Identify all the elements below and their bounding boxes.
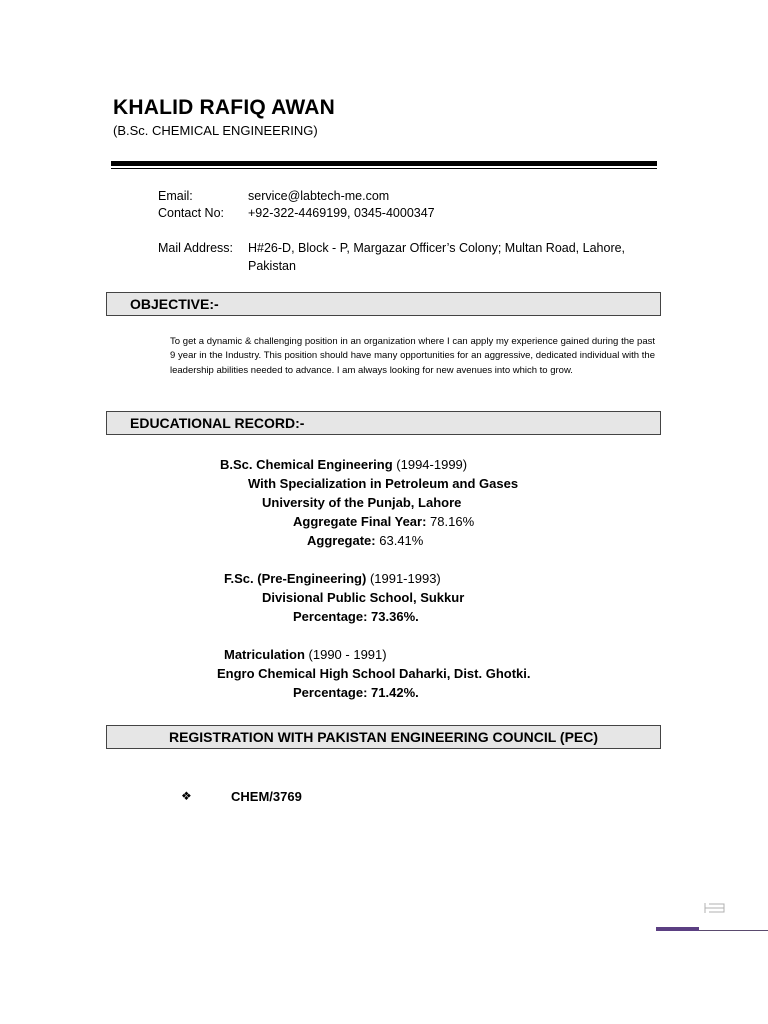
bsc-institution: University of the Punjab, Lahore: [262, 495, 462, 510]
bsc-specialization: With Specialization in Petroleum and Gases: [248, 476, 519, 491]
email-value: service@labtech-me.com: [248, 189, 390, 203]
fsc-years: (1991-1993): [369, 571, 441, 586]
address-line-1: H#26-D, Block - P, Margazar Officer’s Colony; Multan Road, Lahore,: [248, 241, 626, 255]
matric-line: [224, 646, 387, 664]
header-divider-thin: [111, 168, 657, 169]
bsc-aggregate-label: Aggregate:: [307, 533, 376, 548]
bsc-aggregate-value: 63.41%: [379, 533, 424, 548]
fsc-percentage: [293, 608, 419, 626]
bsc-final-value: 78.16%: [430, 514, 475, 529]
pec-registration-number: CHEM/3769: [231, 789, 302, 804]
candidate-name: KHALID RAFIQ AWAN: [113, 96, 335, 119]
footer-accent-bar: [656, 927, 699, 931]
matric-years: (1990 - 1991): [308, 647, 387, 662]
objective-section-header: [106, 292, 661, 316]
phone-label: Contact No:: [158, 206, 225, 220]
header-divider-thick: [111, 161, 657, 166]
education-section-header: [106, 411, 661, 435]
bsc-final-year: [293, 513, 474, 531]
matric-title: Matriculation: [224, 647, 305, 662]
bsc-final-label: Aggregate Final Year:: [293, 514, 427, 529]
registration-section-header: [106, 725, 661, 749]
bsc-aggregate: [307, 532, 423, 550]
matric-pct-label: Percentage:: [293, 685, 368, 700]
phone-value: +92-322-4469199, 0345-4000347: [248, 206, 435, 220]
registration-heading: REGISTRATION WITH PAKISTAN ENGINEERING COUNCIL (PEC): [168, 729, 599, 745]
fsc-line: [224, 570, 441, 588]
objective-heading: OBJECTIVE:-: [130, 296, 219, 312]
address-label: Mail Address:: [158, 241, 234, 255]
bsc-title: B.Sc. Chemical Engineering: [220, 457, 393, 472]
email-label: Email:: [158, 189, 193, 203]
education-heading: EDUCATIONAL RECORD:-: [130, 415, 305, 431]
fsc-institution: Divisional Public School, Sukkur: [262, 590, 465, 605]
diamond-bullet-icon: ❖: [181, 789, 192, 803]
fsc-pct-label: Percentage:: [293, 609, 368, 624]
bsc-line: [220, 456, 467, 474]
fsc-pct-value: 73.36%.: [371, 609, 419, 624]
objective-text: To get a dynamic & challenging position in an organization where I can apply my experience gained during the past 9 year in the Industry. This position should have many opportunities for an aggressive, dedicated individual with the leadership abilities needed to advance. I am always looking for new avenues into which to grow.: [170, 336, 655, 376]
page-corner-icon: [704, 900, 726, 916]
fsc-title: F.Sc. (Pre-Engineering): [224, 571, 367, 586]
address-line-2: Pakistan: [248, 259, 296, 273]
matric-percentage: [293, 684, 419, 702]
matric-pct-value: 71.42%.: [371, 685, 419, 700]
candidate-degree: (B.Sc. CHEMICAL ENGINEERING): [113, 123, 318, 138]
matric-institution: Engro Chemical High School Daharki, Dist. Ghotki.: [217, 666, 531, 681]
bsc-years: (1994-1999): [396, 457, 468, 472]
